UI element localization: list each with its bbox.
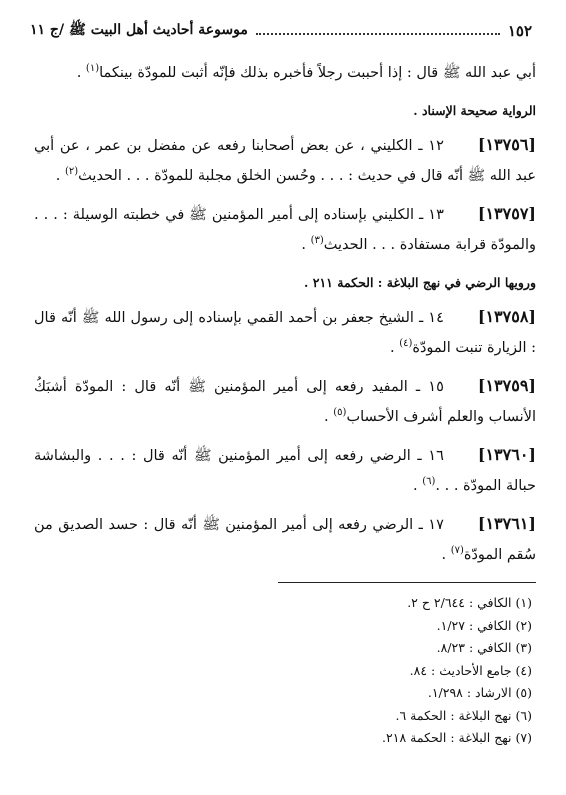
source-note: ورويها الرضي في نهج البلاغة : الحكمة ٢١١ . (304, 275, 536, 290)
footnote-ref: (٤) (399, 338, 413, 350)
footnote-ref: (١) (85, 63, 100, 75)
hadith-entry: [١٣٧٥٩]١٥ ـ المفيد رفعه إلى أمير المؤمنين ﷺ أنّه قال : المودّة أشبَكُ الأنساب والعلم أشرف الأحساب$^{(٥)}$ . (34, 376, 536, 425)
hadith-entry: [١٣٧٦٠]١٦ ـ الرضي رفعه إلى أمير المؤمنين ﷺ أنّه قال : . . . والبشاشة حبالة المودّة . . .$^{(٦)}$ . (34, 445, 536, 494)
page-number: ١٥٢ (507, 22, 532, 40)
hadith-number: [١٣٧٦٠] (477, 445, 536, 464)
running-title: موسوعة أحاديث أهل البيت ﷺ /ج ١١ (30, 22, 248, 38)
hadith-entry: [١٣٧٦١]١٧ ـ الرضي رفعه إلى أمير المؤمنين ﷺ أنّه قال : حسد الصديق من سُقم المودّة$^{(٧)}$ . (34, 514, 536, 563)
hadith-text: ١٤ ـ الشيخ جعفر بن أحمد القمي بإسناده إلى رسول الله ﷺ أنّه قال : الزيارة تنبت المودّة (34, 310, 536, 356)
hadith-text: ١٧ ـ الرضي رفعه إلى أمير المؤمنين ﷺ أنّه قال : حسد الصديق من سُقم المودّة (34, 517, 536, 563)
footnote-item: (٧) نهج البلاغة : الحكمة ٢١٨. (382, 730, 532, 745)
hadith-text: ١٣ ـ الكليني بإسناده إلى أمير المؤمنين ﷺ في خطبته الوسيلة : . . . والمودّة قرابة مستفادة . . . الحديث (34, 207, 536, 253)
hadith-text: ١٢ ـ الكليني ، عن بعض أصحابنا رفعه عن مفضل بن عمر ، عن أبي عبد الله ﷺ أنّه قال في حديث : . . . وحُسن الخلق مجلبة للمودّة . . . الحديث (34, 138, 536, 184)
hadith-number: [١٣٧٦١] (477, 514, 536, 533)
hadith-entry: [١٣٧٥٧]١٣ ـ الكليني بإسناده إلى أمير المؤمنين ﷺ في خطبته الوسيلة : . . . والمودّة قرابة مستفادة . . . الحديث$^{(٣)}$ . (34, 204, 536, 253)
footnote-item: (١) الكافي : ٢/٦٤٤ ح ٢. (407, 595, 532, 610)
page-header (30, 18, 532, 44)
hadith-number: [١٣٧٥٩] (477, 376, 536, 395)
footnote-ref: (٧) (450, 545, 464, 557)
footnote-ref: (٥) (333, 407, 347, 419)
hadith-entry: [١٣٧٥٨]١٤ ـ الشيخ جعفر بن أحمد القمي بإسناده إلى رسول الله ﷺ أنّه قال : الزيارة تنبت المودّة$^{(٤)}$ . (34, 307, 536, 356)
hadith-text: ١٥ ـ المفيد رفعه إلى أمير المؤمنين ﷺ أنّه قال : المودّة أشبَكُ الأنساب والعلم أشرف الأحساب (34, 379, 536, 425)
footnote-ref: (٣) (310, 235, 324, 247)
chain-note: الرواية صحيحة الإسناد . (413, 103, 536, 118)
footnote-item: (٦) نهج البلاغة : الحكمة ٦. (395, 707, 532, 723)
main-text (34, 58, 536, 578)
footnote-item: (٥) الارشاد : ١/٢٩٨. (427, 685, 532, 700)
footnote-item: (٤) جامع الأحاديث : ٨٤. (409, 662, 532, 678)
intro-paragraph: أبي عبد الله ﷺ قال : إذا أحببت رجلاً فأخبره بذلك فإنّه أثبت للمودّة بينكما$^{(١)}$ . (76, 63, 536, 81)
footnote-item: (٣) الكافي : ٨/٢٣. (436, 640, 532, 655)
hadith-entry: [١٣٧٥٦]١٢ ـ الكليني ، عن بعض أصحابنا رفعه عن مفضل بن عمر ، عن أبي عبد الله ﷺ أنّه قال في حديث : . . . وحُسن الخلق مجلبة للمودّة . . . الحديث$^{(٢)}$ . (34, 135, 536, 184)
footnote-item: (٢) الكافي : ١/٢٧. (436, 617, 532, 633)
header-dotted-leader (256, 33, 500, 35)
hadith-number: [١٣٧٥٦] (477, 135, 536, 154)
hadith-number: [١٣٧٥٨] (477, 307, 536, 326)
hadith-number: [١٣٧٥٧] (477, 204, 536, 223)
footnote-ref: (٢) (64, 166, 79, 178)
hadith-text: ١٦ ـ الرضي رفعه إلى أمير المؤمنين ﷺ أنّه قال : . . . والبشاشة حبالة المودّة . . . (34, 448, 536, 494)
footnotes (150, 592, 532, 750)
footnote-separator (278, 582, 536, 583)
intro-text: أبي عبد الله ﷺ قال : إذا أحببت رجلاً فأخبره بذلك فإنّه أثبت للمودّة بينكما (99, 65, 536, 81)
footnote-ref: (٦) (422, 476, 436, 488)
